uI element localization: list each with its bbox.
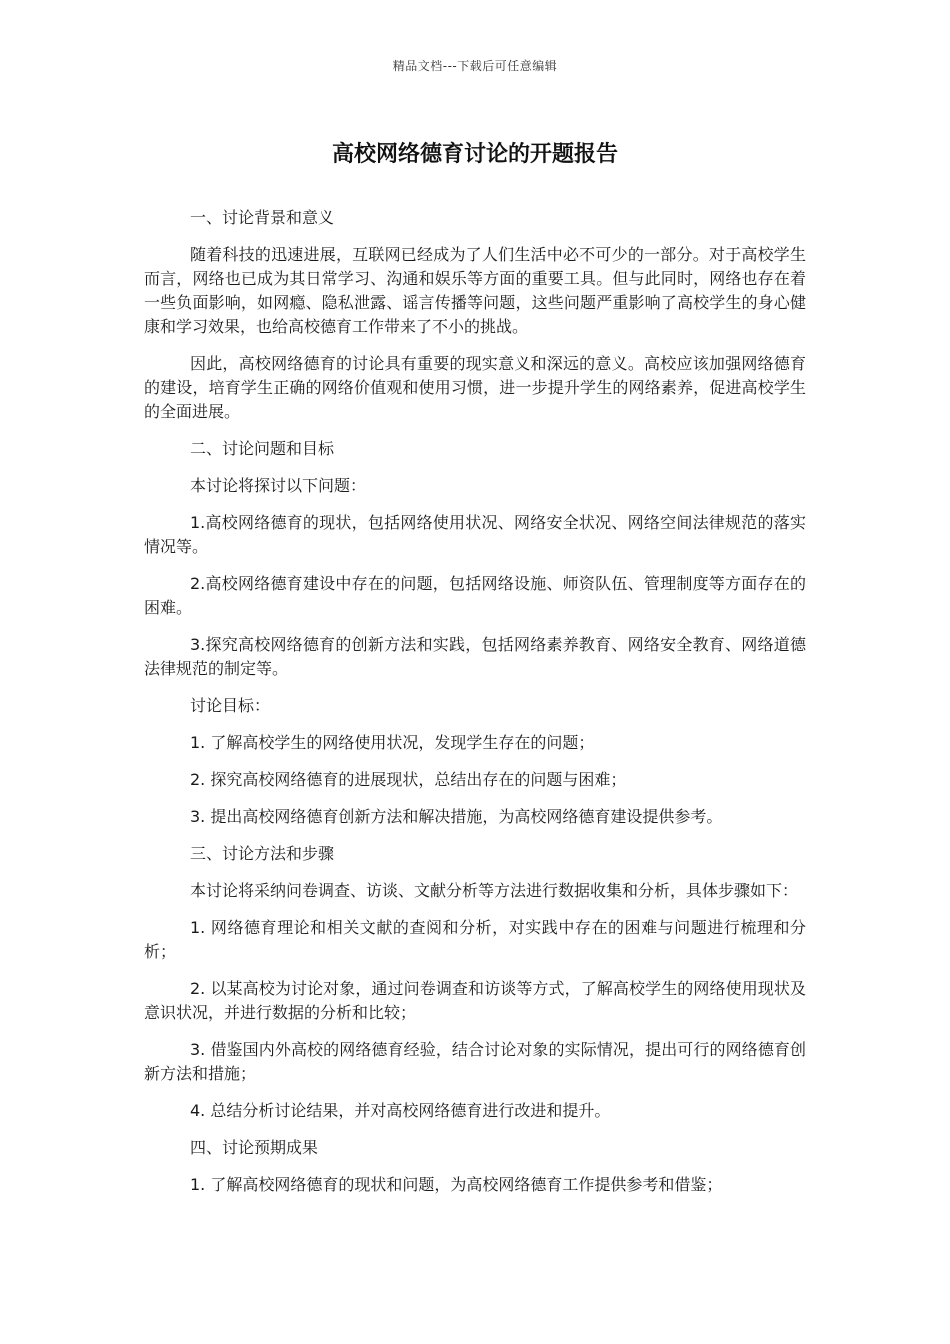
list-item: 3.探究高校网络德育的创新方法和实践，包括网络素养教育、网络安全教育、网络道德法律规范的制定等。 xyxy=(144,635,806,678)
paragraph: 随着科技的迅速进展，互联网已经成为了人们生活中必不可少的一部分。对于高校学生而言，网络也已成为其日常学习、沟通和娱乐等方面的重要工具。但与此同时，网络也存在着一些负面影响，如网瘾、隐私泄露、谣言传播等问题，这些问题严重影响了高校学生的身心健康和学习效果，也给高校德育工作带来了不小的挑战。 xyxy=(144,245,806,336)
header-note: 精品文档---下载后可任意编辑 xyxy=(392,59,558,73)
list-item: 1. 了解高校学生的网络使用状况，发现学生存在的问题； xyxy=(190,733,595,752)
list-item: 1. 了解高校网络德育的现状和问题，为高校网络德育工作提供参考和借鉴； xyxy=(190,1175,723,1194)
list-item: 4. 总结分析讨论结果，并对高校网络德育进行改进和提升。 xyxy=(190,1101,611,1120)
list-item: 1.高校网络德育的现状，包括网络使用状况、网络安全状况、网络空间法律规范的落实情况等。 xyxy=(144,513,806,556)
paragraph: 本讨论将采纳问卷调查、访谈、文献分析等方法进行数据收集和分析，具体步骤如下： xyxy=(190,881,799,900)
section-heading-3: 三、讨论方法和步骤 xyxy=(190,844,335,863)
list-item: 3. 提出高校网络德育创新方法和解决措施，为高校网络德育建设提供参考。 xyxy=(190,807,723,826)
section-heading-1: 一、讨论背景和意义 xyxy=(190,208,335,227)
list-item: 3. 借鉴国内外高校的网络德育经验，结合讨论对象的实际情况，提出可行的网络德育创新方法和措施； xyxy=(144,1040,806,1083)
list-item: 2. 探究高校网络德育的进展现状，总结出存在的问题与困难； xyxy=(190,770,627,789)
document-body xyxy=(144,206,806,1210)
list-item: 2.高校网络德育建设中存在的问题，包括网络设施、师资队伍、管理制度等方面存在的困难。 xyxy=(144,574,806,617)
list-item: 1. 网络德育理论和相关文献的查阅和分析，对实践中存在的困难与问题进行梳理和分析； xyxy=(144,918,806,961)
section-heading-4: 四、讨论预期成果 xyxy=(190,1138,319,1157)
paragraph: 因此，高校网络德育的讨论具有重要的现实意义和深远的意义。高校应该加强网络德育的建设，培育学生正确的网络价值观和使用习惯，进一步提升学生的网络素养，促进高校学生的全面进展。 xyxy=(144,354,806,421)
section-heading-2: 二、讨论问题和目标 xyxy=(190,439,335,458)
paragraph: 本讨论将探讨以下问题： xyxy=(190,476,367,495)
list-item: 2. 以某高校为讨论对象，通过问卷调查和访谈等方式，了解高校学生的网络使用现状及意识状况，并进行数据的分析和比较； xyxy=(144,979,806,1022)
paragraph: 讨论目标： xyxy=(190,696,271,715)
document-title: 高校网络德育讨论的开题报告 xyxy=(331,142,618,167)
